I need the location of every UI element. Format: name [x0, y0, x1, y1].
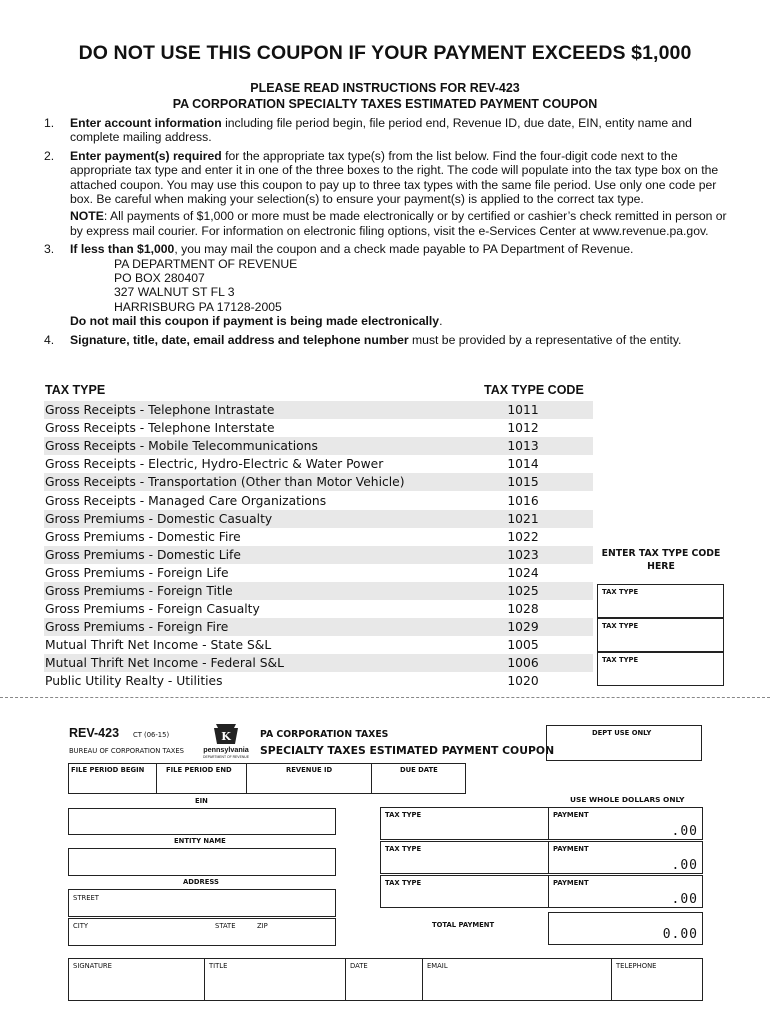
tax-type-name: Gross Premiums - Foreign Fire [45, 620, 229, 635]
table-row [44, 654, 593, 672]
keystone-icon [198, 724, 254, 760]
zip-label: ZIP [257, 922, 268, 930]
coupon-title-1: PA CORPORATION TAXES [260, 729, 389, 740]
tax-type-code: 1011 [507, 403, 539, 418]
total-payment-label: TOTAL PAYMENT [432, 921, 495, 929]
cut-line [0, 697, 770, 698]
tax-type-name: Gross Premiums - Domestic Casualty [45, 511, 273, 526]
tax-code-header: TAX TYPE CODE [484, 383, 584, 397]
coupon-title: PA CORPORATION SPECIALTY TAXES ESTIMATED PAYMENT COUPON [172, 97, 598, 111]
ein-label: EIN [195, 797, 208, 805]
tax-type-code: 1013 [507, 439, 539, 454]
table-row [44, 510, 593, 528]
instructions-title: PLEASE READ INSTRUCTIONS FOR REV-423 [250, 81, 520, 95]
date-field[interactable]: DATE [345, 958, 423, 1001]
svg-text:pennsylvania: pennsylvania [203, 745, 249, 754]
signature-field[interactable]: SIGNATURE [68, 958, 205, 1001]
tax-type-code: 1005 [507, 638, 539, 653]
tax-type-code-box-1[interactable]: TAX TYPE [597, 584, 724, 618]
table-row [44, 618, 593, 636]
table-row [44, 672, 593, 690]
tax-type-code: 1006 [507, 656, 539, 671]
instructions [44, 116, 730, 351]
tax-type-name: Gross Receipts - Electric, Hydro-Electric & Water Power [45, 457, 384, 472]
tax-type-name: Mutual Thrift Net Income - State S&L [45, 638, 272, 653]
tax-type-table [44, 401, 593, 691]
tax-type-name: Gross Receipts - Telephone Interstate [45, 421, 275, 436]
tax-type-name: Gross Premiums - Foreign Life [45, 565, 229, 580]
table-row [44, 564, 593, 582]
form-revision: CT (06-15) [133, 731, 170, 739]
tax-type-code: 1022 [507, 529, 539, 544]
svg-text:K: K [221, 730, 231, 743]
tax-type-code: 1028 [507, 602, 539, 617]
instruction-step-3: 3. If less than $1,000, you may mail the coupon and a check made payable to PA Department of Revenue. PA DEPARTMENT OF REVENUE PO BOX 280407 327 WALNUT ST FL 3 HARRISBURG PA 17128-2005 Do not mail this coupon if payment is being made electronically. [44, 242, 730, 328]
payment-1-field[interactable]: PAYMENT .00 [548, 807, 703, 840]
payment-3-field[interactable]: PAYMENT .00 [548, 875, 703, 908]
tax-type-3-field[interactable]: TAX TYPE [380, 875, 549, 908]
tax-type-code: 1012 [507, 421, 539, 436]
tax-type-code: 1020 [507, 674, 539, 689]
tax-type-code-box-3[interactable]: TAX TYPE [597, 652, 724, 686]
address-label: ADDRESS [183, 878, 219, 886]
table-row [44, 582, 593, 600]
mailing-address: PA DEPARTMENT OF REVENUE PO BOX 280407 327 WALNUT ST FL 3 HARRISBURG PA 17128-2005 [114, 256, 298, 314]
tax-type-1-field[interactable]: TAX TYPE [380, 807, 549, 840]
city-state-zip-field[interactable] [68, 918, 336, 946]
dept-use-box: DEPT USE ONLY [546, 725, 702, 761]
tax-type-code: 1025 [507, 583, 539, 598]
table-row [44, 528, 593, 546]
table-row [44, 546, 593, 564]
tax-type-header: TAX TYPE [45, 383, 106, 397]
whole-dollars-note: USE WHOLE DOLLARS ONLY [570, 795, 685, 804]
table-row [44, 636, 593, 654]
table-row [44, 401, 593, 419]
table-row [44, 437, 593, 455]
tax-type-name: Gross Receipts - Mobile Telecommunications [45, 439, 318, 454]
tax-type-name: Gross Premiums - Foreign Casualty [45, 602, 260, 617]
form-id: REV-423 [69, 726, 120, 740]
tax-type-code: 1029 [507, 620, 539, 635]
street-field[interactable]: STREET [68, 889, 336, 917]
telephone-field[interactable]: TELEPHONE [611, 958, 703, 1001]
tax-type-code: 1015 [507, 475, 539, 490]
tax-type-code: 1021 [507, 511, 539, 526]
coupon-title-2: SPECIALTY TAXES ESTIMATED PAYMENT COUPON [260, 744, 555, 757]
city-label: CITY [73, 922, 89, 930]
tax-type-code: 1016 [507, 493, 539, 508]
tax-type-name: Mutual Thrift Net Income - Federal S&L [45, 656, 284, 671]
instruction-note: NOTE: All payments of $1,000 or more must be made electronically or by certified or cashier’s check remitted in person or by express mail courier. For information on electronic filing options, visit the e-Services Center at www.revenue.pa.gov. [70, 209, 727, 238]
state-label: STATE [215, 922, 236, 930]
tax-type-name: Public Utility Realty - Utilities [45, 674, 223, 689]
enter-code-title: ENTER TAX TYPE CODE HERE [601, 548, 721, 572]
table-row [44, 473, 593, 491]
tax-type-name: Gross Receipts - Telephone Intrastate [45, 403, 275, 418]
table-row [44, 600, 593, 618]
tax-type-name: Gross Premiums - Foreign Title [45, 583, 233, 598]
instruction-step-4: 4. Signature, title, date, email address and telephone number must be provided by a representative of the entity. [44, 332, 682, 347]
tax-type-name: Gross Receipts - Managed Care Organizations [45, 493, 327, 508]
bureau-label: BUREAU OF CORPORATION TAXES [69, 747, 184, 755]
entity-name-field[interactable] [68, 848, 336, 876]
tax-type-2-field[interactable]: TAX TYPE [380, 841, 549, 874]
revenue-id-field[interactable]: REVENUE ID [246, 763, 372, 794]
title-field[interactable]: TITLE [204, 958, 346, 1001]
instruction-step-2: 2. Enter payment(s) required for the appropriate tax type(s) from the list below. Find the four-digit code next to the appropriate tax type and enter it in one of the three boxes to the right. The code will populate into the tax type box on the attached coupon. You may use this coupon to pay up to three tax types with the same file period. Use only one code per box. Be careful when making your selection(s) to ensure your payment(s) is applied to the correct tax type. NOTE: All payments of $1,000 or more must be made electronically or by certified or cashier’s check remitted in person or by express mail courier. For information on electronic filing options, visit the e-Services Center at www.revenue.pa.gov. [44, 149, 730, 238]
due-date-field[interactable]: DUE DATE [371, 763, 466, 794]
tax-type-code: 1014 [507, 457, 539, 472]
total-payment-field[interactable]: 0.00 [548, 912, 703, 945]
tax-type-code-box-2[interactable]: TAX TYPE [597, 618, 724, 652]
entity-name-label: ENTITY NAME [174, 837, 226, 845]
tax-type-name: Gross Premiums - Domestic Life [45, 547, 241, 562]
tax-type-code: 1023 [507, 547, 539, 562]
page-headline: DO NOT USE THIS COUPON IF YOUR PAYMENT EXCEEDS $1,000 [78, 42, 692, 64]
tax-type-code: 1024 [507, 565, 539, 580]
tax-type-name: Gross Premiums - Domestic Fire [45, 529, 241, 544]
email-field[interactable]: EMAIL [422, 958, 612, 1001]
table-row [44, 455, 593, 473]
payment-2-field[interactable]: PAYMENT .00 [548, 841, 703, 874]
pennsylvania-logo [198, 724, 254, 760]
file-period-begin-field[interactable]: FILE PERIOD BEGIN [68, 763, 157, 794]
instruction-step-1: 1. Enter account information including file period begin, file period end, Revenue ID, due date, EIN, entity name and complete mailing address. [44, 116, 692, 145]
file-period-end-field[interactable]: FILE PERIOD END [156, 763, 247, 794]
table-row [44, 419, 593, 437]
tax-type-name: Gross Receipts - Transportation (Other than Motor Vehicle) [45, 475, 405, 490]
svg-text:DEPARTMENT OF REVENUE: DEPARTMENT OF REVENUE [203, 755, 249, 759]
ein-field[interactable] [68, 808, 336, 835]
table-row [44, 491, 593, 509]
